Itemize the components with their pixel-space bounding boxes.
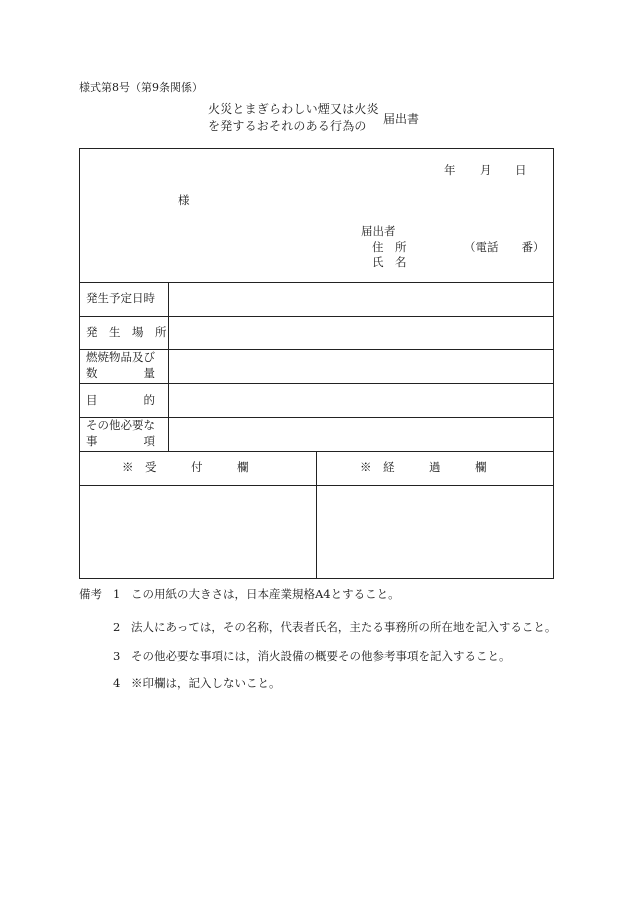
day-label: 日 [515,163,527,177]
reception-column-header: ※ 受 付 欄 [122,460,249,474]
label-column-divider [168,282,169,451]
name-label: 氏 名 [372,255,407,269]
note-number: 1 [113,587,121,601]
row-label-combustibles: 燃焼物品及び [86,350,155,364]
notes-heading: 備考 [79,587,102,601]
form-number: 様式第8号（第9条関係） [79,81,203,94]
progress-column-header: ※ 経 過 欄 [360,460,487,474]
title-line-2: を発するおそれのある行為の [208,119,367,133]
note-text: その他必要な事項には，消火設備の概要その他参考事項を記入すること。 [131,649,511,663]
row-label-scheduled-datetime: 発生予定日時 [86,291,155,305]
row-label-other-items-2: 事 項 [86,434,155,448]
note-number: 4 [113,676,121,690]
note-text: ※印欄は，記入しないこと。 [131,676,281,690]
row-label-quantity: 数 量 [86,366,155,380]
note-number: 3 [113,649,121,663]
year-label: 年 [444,163,456,177]
row-divider [80,316,553,317]
title-line-1: 火災とまぎらわしい煙又は火炎 [208,102,379,116]
note-text: 法人にあっては，その名称，代表者氏名，主たる事務所の所在地を記入すること。 [131,620,557,634]
address-label: 住 所 [372,240,407,254]
center-column-divider [316,451,317,579]
row-divider [80,383,553,384]
row-label-purpose: 目 的 [86,393,155,407]
row-label-other-items: その他必要な [86,418,155,432]
notification-form-table [79,148,554,579]
month-label: 月 [480,163,492,177]
row-divider [80,282,553,283]
addressee-suffix: 様 [178,193,190,207]
row-label-location: 発 生 場 所 [86,325,167,339]
phone-label: （電話 番） [464,240,545,254]
title-suffix: 届出書 [383,112,420,126]
note-text: この用紙の大きさは，日本産業規格A4とすること。 [131,587,400,601]
notifier-label: 届出者 [361,224,396,238]
note-number: 2 [113,620,121,634]
